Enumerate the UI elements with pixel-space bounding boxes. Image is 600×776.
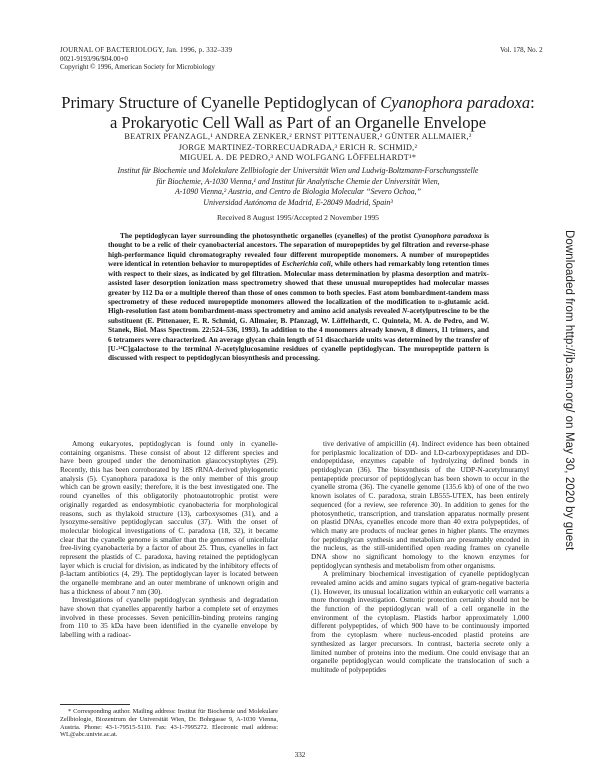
title-line-1-text: Primary Structure of Cyanelle Peptidoglycan of (61, 93, 381, 112)
copyright-line: Copyright © 1996, American Society for Microbiology (60, 63, 215, 72)
abstract-text: The peptidoglycan layer surrounding the photosynthetic organelles (cyanelles) of the protist (120, 231, 414, 240)
abstract-italic: N (401, 306, 408, 316)
author-line-3: MIGUEL A. DE PEDRO,³ AND WOLFGANG LÖFFELHARDT¹* (179, 153, 417, 162)
abstract-species: Escherichia coli (281, 259, 331, 269)
body-paragraph: Investigations of cyanelle peptidoglycan synthesis and degradation have shown that cyanelles apparently harbor a complete set of enzymes involved in these processes. Seven penicillin-binding proteins ranging from 110 to 35 kDa have been identified in the cyanelle envelope by labelling with a radioac- (60, 595, 278, 640)
download-watermark: Downloaded from http://jb.asm.org/ on May 30, 2020 by guest (563, 230, 575, 551)
body-paragraph: A preliminary biochemical investigation of cyanelle peptidoglycan revealed amino acids and amino sugars typical of gram-negative bacteria (1). However, its unusual localization within an eukaryotic cell warrants a more thorough investigation. Osmotic protection certainly should not be the function of the peptidoglycan wall of a cell organelle in the environment of the cytoplasm. Plastids harbor approximately 1,000 different polypeptides, of which 900 have to be continuously imported from the cytoplasm where nucleus-encoded plastid proteins are synthesized as larger precursors. In contrast, bacteria secrete only a limited number of proteins into the medium. One could envisage that an organelle peptidoglycan would complicate the translocation of such a multitude of polypeptides (311, 569, 529, 674)
article-title (40, 93, 556, 132)
received-dates: Received 8 August 1995/Accepted 2 November 1995 (217, 213, 379, 222)
author-line-1: BEATRIX PFANZAGL,¹ ANDREA ZENKER,² ERNST PITTENAUER,² GÜNTER ALLMAIER,² (124, 132, 472, 141)
author-list (40, 132, 556, 164)
title-colon: : (530, 93, 535, 112)
body-column-left (60, 440, 278, 640)
affiliations (40, 166, 556, 208)
corresponding-author-note: * Corresponding author. Mailing address: Institut für Biochemie und Molekulare Zellbiologie, Biozentrum der Universität Wien, Dr. Bohrgasse 9, A-1030 Vienna, Austria. Phone: 43-1-79515-5110. Fax: 43-1-7995272. Electronic mail address: WL@abc.univie.ac.at. (60, 708, 278, 739)
page-number: 332 (294, 751, 306, 759)
abstract-italic: N (214, 344, 221, 354)
abstract-text: -acetylputrescine to be the substituent (E. Pittenauer, E. R. Schmid, G. Allmaier, B. Pfanzagl, W. Löffelhardt, C. Quintela, M. A. de Pedro, and W. Stanek, Biol. Mass Spectrom. 22:524–536, 1993). In addition to the 4 monomers already known, 8 dimers, 11 trimers, and 6 tetramers were characterized. An average glycan chain length of 51 disaccharide units was determined by the transfer of [U-¹⁴C]galactose to the terminal (108, 306, 490, 354)
abstract-text: -acetylglucosamine residues of cyanelle peptidoglycan. The muropeptide pattern is discussed with respect to peptidoglycan biosynthesis and processing. (108, 344, 489, 363)
volume-label: Vol. 178, No. 2 (500, 46, 543, 54)
journal-citation: JOURNAL OF BACTERIOLOGY, Jan. 1996, p. 332–339 (60, 46, 233, 54)
body-paragraph: tive derivative of ampicillin (4). Indirect evidence has been obtained for periplasmic localization of DD- and LD-carboxypeptidases and DD-endopeptidase, enzymes capable of hydrolyzing defined bonds in peptidoglycan (36). The biosynthesis of the UDP-N-acetylmuramyl pentapeptide precursor of peptidoglycan has been shown to occur in the cyanelle stroma (36). The cyanelle genome (135.6 kb) of one of the two known isolates of C. paradoxa, strain LB555-UTEX, has been entirely sequenced (for a review, see reference 30). In addition to genes for the photosynthetic, transcription, and translation apparatus normally present on plastid DNAs, cyanelles encode more than 40 extra polypeptides, of which many are products of nuclear genes in higher plants. The enzymes for peptidoglycan synthesis and metabolism are presumably encoded in the nucleus, as the still-unidentified open reading frames on cyanelle DNA show no significant homology to the known enzymes for peptidoglycan synthesis and metabolism from other organisms. (311, 439, 529, 570)
abstract (108, 231, 489, 363)
body-column-right (311, 440, 529, 675)
footnote (60, 708, 278, 739)
title-line-2: a Prokaryotic Cell Wall as Part of an Organelle Envelope (109, 112, 487, 132)
author-line-2: JORGE MARTINEZ-TORRECUADRADA,³ ERICH R. SCHMID,² (178, 142, 418, 152)
affiliation-line-1: Institut für Biochemie und Molekulare Zellbiologie der Universität Wien und Ludwig-Boltzmann-Forschungsstelle (117, 166, 479, 175)
footnote-rule (60, 704, 130, 705)
abstract-text: , while others had remarkably long retention times with respect to their sizes, as indicated by gel filtration. Molecular mass determination by plasma desorption and matrix-assisted laser desorption ionization mass spectrometry showed that these unusual muropeptides had molecular masses greater by 112 Da or a multiple thereof than those of ones common to both species. Fast atom bombardment-tandem mass spectrometry of these reduced muropeptide monomers allowed the localization of the modification to (108, 259, 489, 306)
abstract-text: is thought to be a relic of their cyanobacterial ancestors. The separation of muropeptides by gel filtration and reverse-phase high-performance liquid chromatography revealed four different muropeptide monomers. A number of muropeptides were identical in retention behavior to muropeptides of (108, 231, 489, 269)
abstract-text: -glutamic acid. High-resolution fast atom bombardment-mass spectrometry and amino acid analysis revealed (108, 296, 489, 316)
running-header (60, 46, 232, 72)
affiliation-line-4: Universidad Autónoma de Madrid, E-28049 Madrid, Spain³ (203, 197, 393, 207)
body-paragraph: Among eukaryotes, peptidoglycan is found only in cyanelle-containing organisms. These consist of about 12 different species and have been grouped under the denomination glaucocystophytes (29). Recently, this has been corroborated by 18S rRNA-derived phylogenetic analysis (5). Cyanophora paradoxa is the only member of this group which can be grown easily; therefore, it is the best investigated one. The round cyanelles of this obligatorily photoautotrophic protist were originally regarded as endosymbiotic cyanobacteria for morphological reasons, such as thylakoid structure (13), carboxysomes (31), and a lysozyme-sensitive peptidoglycan sacculus (37). With the onset of molecular biological investigations of C. paradoxa (18, 32), it became clear that the cyanelle genome is smaller than the genomes of unicellular free-living cyanobacteria by a factor of about 25. Thus, cyanelles in fact represent the plastids of C. paradoxa, having retained the peptidoglycan layer which is crucial for division, as indicated by the inhibitory effects of β-lactam antibiotics (4, 29). The peptidoglycan layer is located between the organelle membrane and an outer membrane of unknown origin and has a thickness of about 7 nm (30). (60, 439, 278, 596)
affiliation-line-2: für Biochemie, A-1030 Vienna,¹ and Institut für Analytische Chemie der Universität Wien, (156, 176, 440, 186)
affiliation-line-3: A-1090 Vienna,² Austria, and Centro de Biologia Molecular “Severo Ochoa,” (174, 187, 422, 196)
abstract-small-caps: d (438, 296, 442, 306)
title-species: Cyanophora paradoxa (380, 93, 531, 112)
issn: 0021-9193/96/$04.00+0 (60, 54, 128, 63)
abstract-species: Cyanophora paradoxa (413, 231, 482, 240)
